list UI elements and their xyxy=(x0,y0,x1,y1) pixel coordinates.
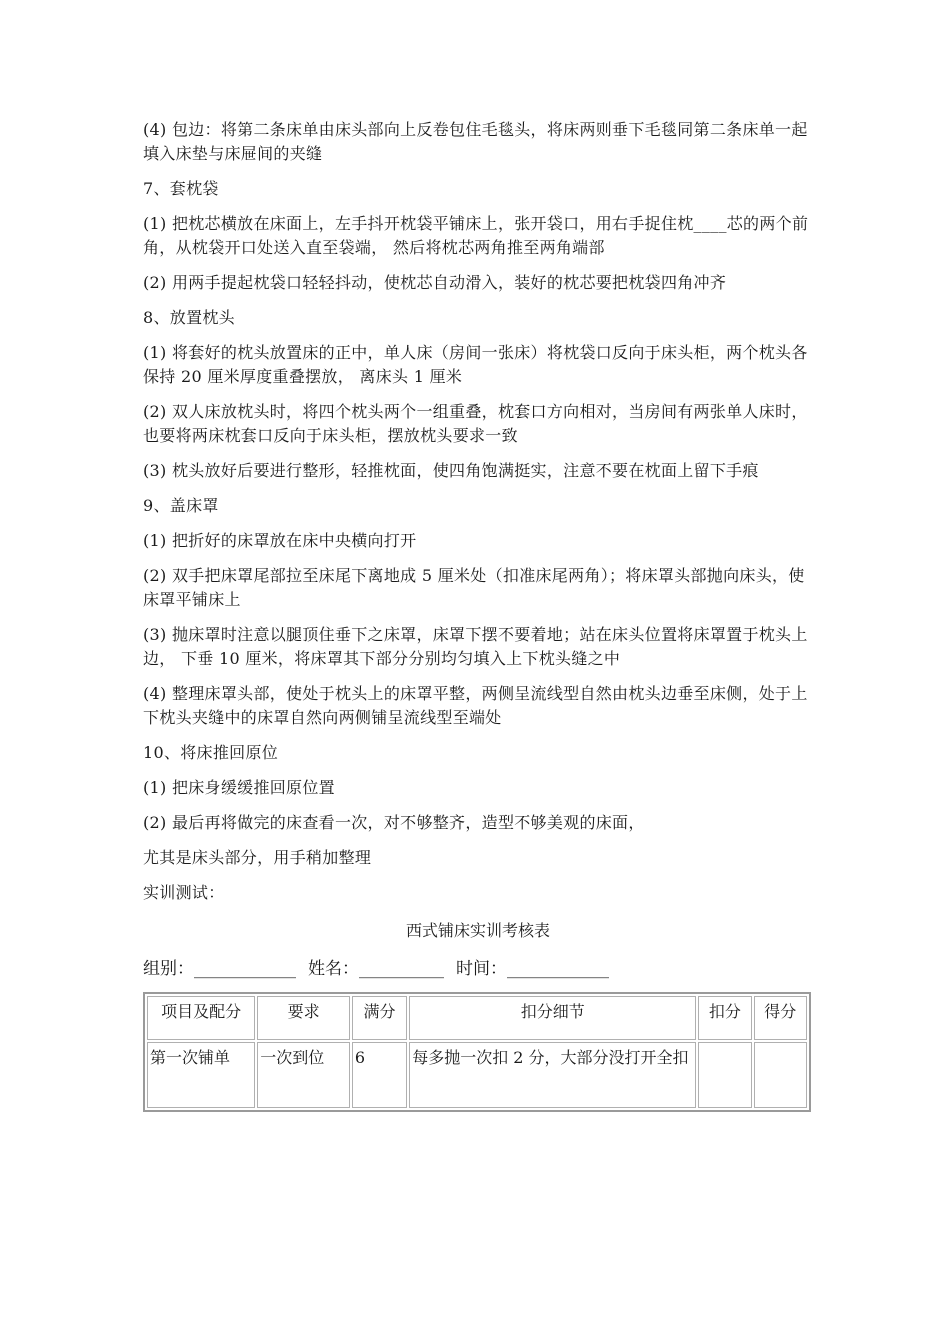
cell-score[interactable] xyxy=(754,1042,807,1108)
form-meta-line xyxy=(143,957,813,981)
table-row xyxy=(147,1042,807,1108)
cell-full-score: 6 xyxy=(352,1042,407,1108)
list-item: (2) 用两手提起枕袋口轻轻抖动，使枕芯自动滑入，装好的枕芯要把枕袋四角冲齐 xyxy=(143,273,727,292)
list-item: (3) 枕头放好后要进行整形，轻推枕面，使四角饱满挺实，注意不要在枕面上留下手痕 xyxy=(143,461,759,480)
list-item: (2) 双人床放枕头时，将四个枕头两个一组重叠，枕套口方向相对，当房间有两张单人床时，也要将两床枕套口反向于床头柜，摆放枕头要求一致 xyxy=(143,402,808,445)
section-heading: 7、套枕袋 xyxy=(143,179,219,198)
list-item: (4) 包边：将第二条床单由床头部向上反卷包住毛毯头，将床两则垂下毛毯同第二条床单一起填入床垫与床屉间的夹缝 xyxy=(143,120,808,163)
section-heading: 9、盖床罩 xyxy=(143,496,219,515)
header-cell-score: 得分 xyxy=(754,996,807,1040)
list-item: (1) 将套好的枕头放置床的正中，单人床（房间一张床）将枕袋口反向于床头柜，两个枕头各保持 20 厘米厚度重叠摆放， 离床头 1 厘米 xyxy=(143,343,808,386)
cell-deduction-details: 每多抛一次扣 2 分，大部分没打开全扣 xyxy=(409,1042,696,1108)
group-label: 组别： xyxy=(143,959,194,979)
cell-deduction[interactable] xyxy=(698,1042,751,1108)
body-text xyxy=(143,118,813,905)
time-label: 时间： xyxy=(456,959,507,979)
list-item: (1) 把折好的床罩放在床中央横向打开 xyxy=(143,531,417,550)
list-item: (2) 最后再将做完的床查看一次，对不够整齐，造型不够美观的床面， xyxy=(143,813,645,832)
header-cell-item: 项目及配分 xyxy=(147,996,255,1040)
header-cell-requirement: 要求 xyxy=(257,996,350,1040)
list-item: 尤其是床头部分，用手稍加整理 xyxy=(143,848,372,867)
group-field: ____________ xyxy=(194,959,296,979)
list-item: (3) 抛床罩时注意以腿顶住垂下之床罩，床罩下摆不要着地；站在床头位置将床罩置于枕头上边， 下垂 10 厘米，将床罩其下部分分别均匀填入上下枕头缝之中 xyxy=(143,625,808,668)
header-cell-full-score: 满分 xyxy=(352,996,407,1040)
header-cell-deduction: 扣分 xyxy=(698,996,751,1040)
list-item: (2) 双手把床罩尾部拉至床尾下离地成 5 厘米处（扣准床尾两角）；将床罩头部抛向床头，使床罩平铺床上 xyxy=(143,566,805,609)
cell-requirement: 一次到位 xyxy=(257,1042,350,1108)
section-heading: 实训测试： xyxy=(143,883,225,902)
cell-item: 第一次铺单 xyxy=(147,1042,255,1108)
document-page xyxy=(143,118,813,1112)
table-header-row xyxy=(147,996,807,1040)
header-cell-deduction-details: 扣分细节 xyxy=(409,996,696,1040)
list-item: (1) 把枕芯横放在床面上，左手抖开枕袋平铺床上，张开袋口，用右手捉住枕____芯的两个前角，从枕袋开口处送入直至袋端， 然后将枕芯两角推至两角端部 xyxy=(143,214,809,257)
name-label: 姓名： xyxy=(308,959,359,979)
form-title: 西式铺床实训考核表 xyxy=(405,921,550,940)
time-field: ____________ xyxy=(507,959,609,979)
name-field: __________ xyxy=(359,959,444,979)
list-item: (4) 整理床罩头部，使处于枕头上的床罩平整，两侧呈流线型自然由枕头边垂至床侧，处于上下枕头夹缝中的床罩自然向两侧铺呈流线型至端处 xyxy=(143,684,808,727)
assessment-table xyxy=(143,992,811,1112)
list-item: (1) 把床身缓缓推回原位置 xyxy=(143,778,335,797)
section-heading: 8、放置枕头 xyxy=(143,308,235,327)
section-heading: 10、将床推回原位 xyxy=(143,743,279,762)
